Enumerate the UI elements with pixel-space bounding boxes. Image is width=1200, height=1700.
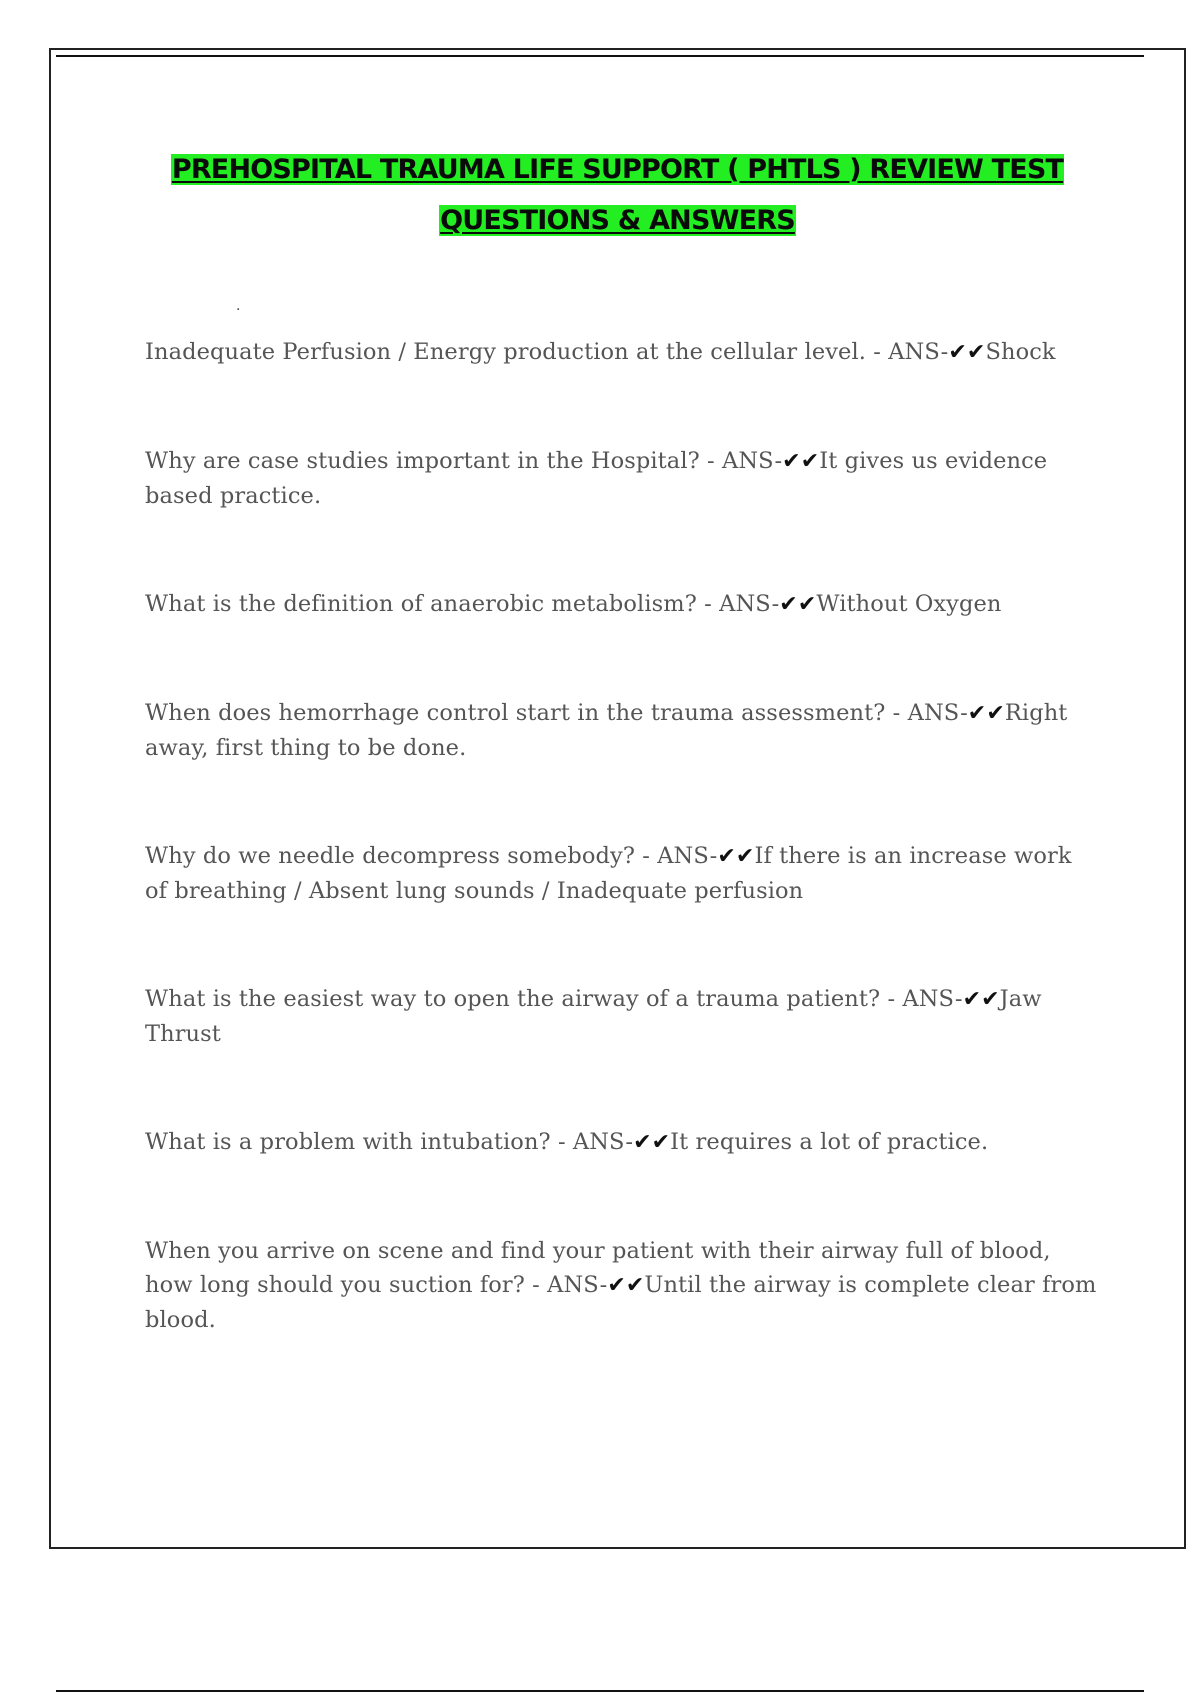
question-text: When does hemorrhage control start in the trauma assessment? - ANS- [145, 700, 968, 726]
question-text: What is the definition of anaerobic metabolism? - ANS- [145, 591, 780, 617]
question-text: When you arrive on scene and find your patient with their airway full of blood, how long should you suction for? - ANS- [145, 1238, 1051, 1298]
check-icon: ✔✔ [948, 340, 986, 365]
check-icon: ✔✔ [967, 701, 1005, 726]
stray-mark: . [236, 298, 241, 314]
question-text: What is the easiest way to open the airway of a trauma patient? - ANS- [145, 986, 963, 1012]
answer-text: If there is an increase work of breathing / Absent lung sounds / Inadequate perfusion [145, 843, 1072, 904]
answer-text: It requires a lot of practice. [670, 1129, 989, 1155]
question-text: Why do we needle decompress somebody? - ANS- [145, 843, 718, 869]
document-title [100, 144, 1135, 246]
qa-item-5 [145, 839, 1100, 908]
question-text: Inadequate Perfusion / Energy production at the cellular level. - ANS- [145, 339, 949, 365]
bottom-rule [56, 1690, 1144, 1692]
answer-text: Jaw Thrust [145, 986, 1042, 1047]
qa-item-7 [145, 1125, 1100, 1160]
answer-text: Without Oxygen [816, 591, 1002, 617]
check-icon: ✔✔ [633, 1130, 671, 1155]
check-icon: ✔✔ [962, 987, 1000, 1012]
qa-item-6 [145, 982, 1100, 1051]
check-icon: ✔✔ [607, 1273, 645, 1298]
question-text: What is a problem with intubation? - ANS- [145, 1129, 634, 1155]
qa-item-2 [145, 444, 1100, 513]
title-line-1: PREHOSPITAL TRAUMA LIFE SUPPORT ( PHTLS ) REVIEW TEST [171, 154, 1064, 185]
answer-text: Right away, first thing to be done. [145, 700, 1068, 761]
answer-text: Shock [985, 339, 1056, 365]
title-line-2: QUESTIONS & ANSWERS [440, 205, 795, 236]
qa-item-1 [145, 335, 1100, 370]
answer-text: Until the airway is complete clear from blood. [145, 1272, 1097, 1333]
qa-item-8 [145, 1234, 1100, 1337]
question-text: Why are case studies important in the Hospital? - ANS- [145, 448, 783, 474]
qa-item-4 [145, 696, 1100, 765]
answer-text: It gives us evidence based practice. [145, 448, 1048, 509]
check-icon: ✔✔ [782, 449, 820, 474]
qa-item-3 [145, 587, 1100, 622]
check-icon: ✔✔ [779, 592, 817, 617]
check-icon: ✔✔ [717, 844, 755, 869]
